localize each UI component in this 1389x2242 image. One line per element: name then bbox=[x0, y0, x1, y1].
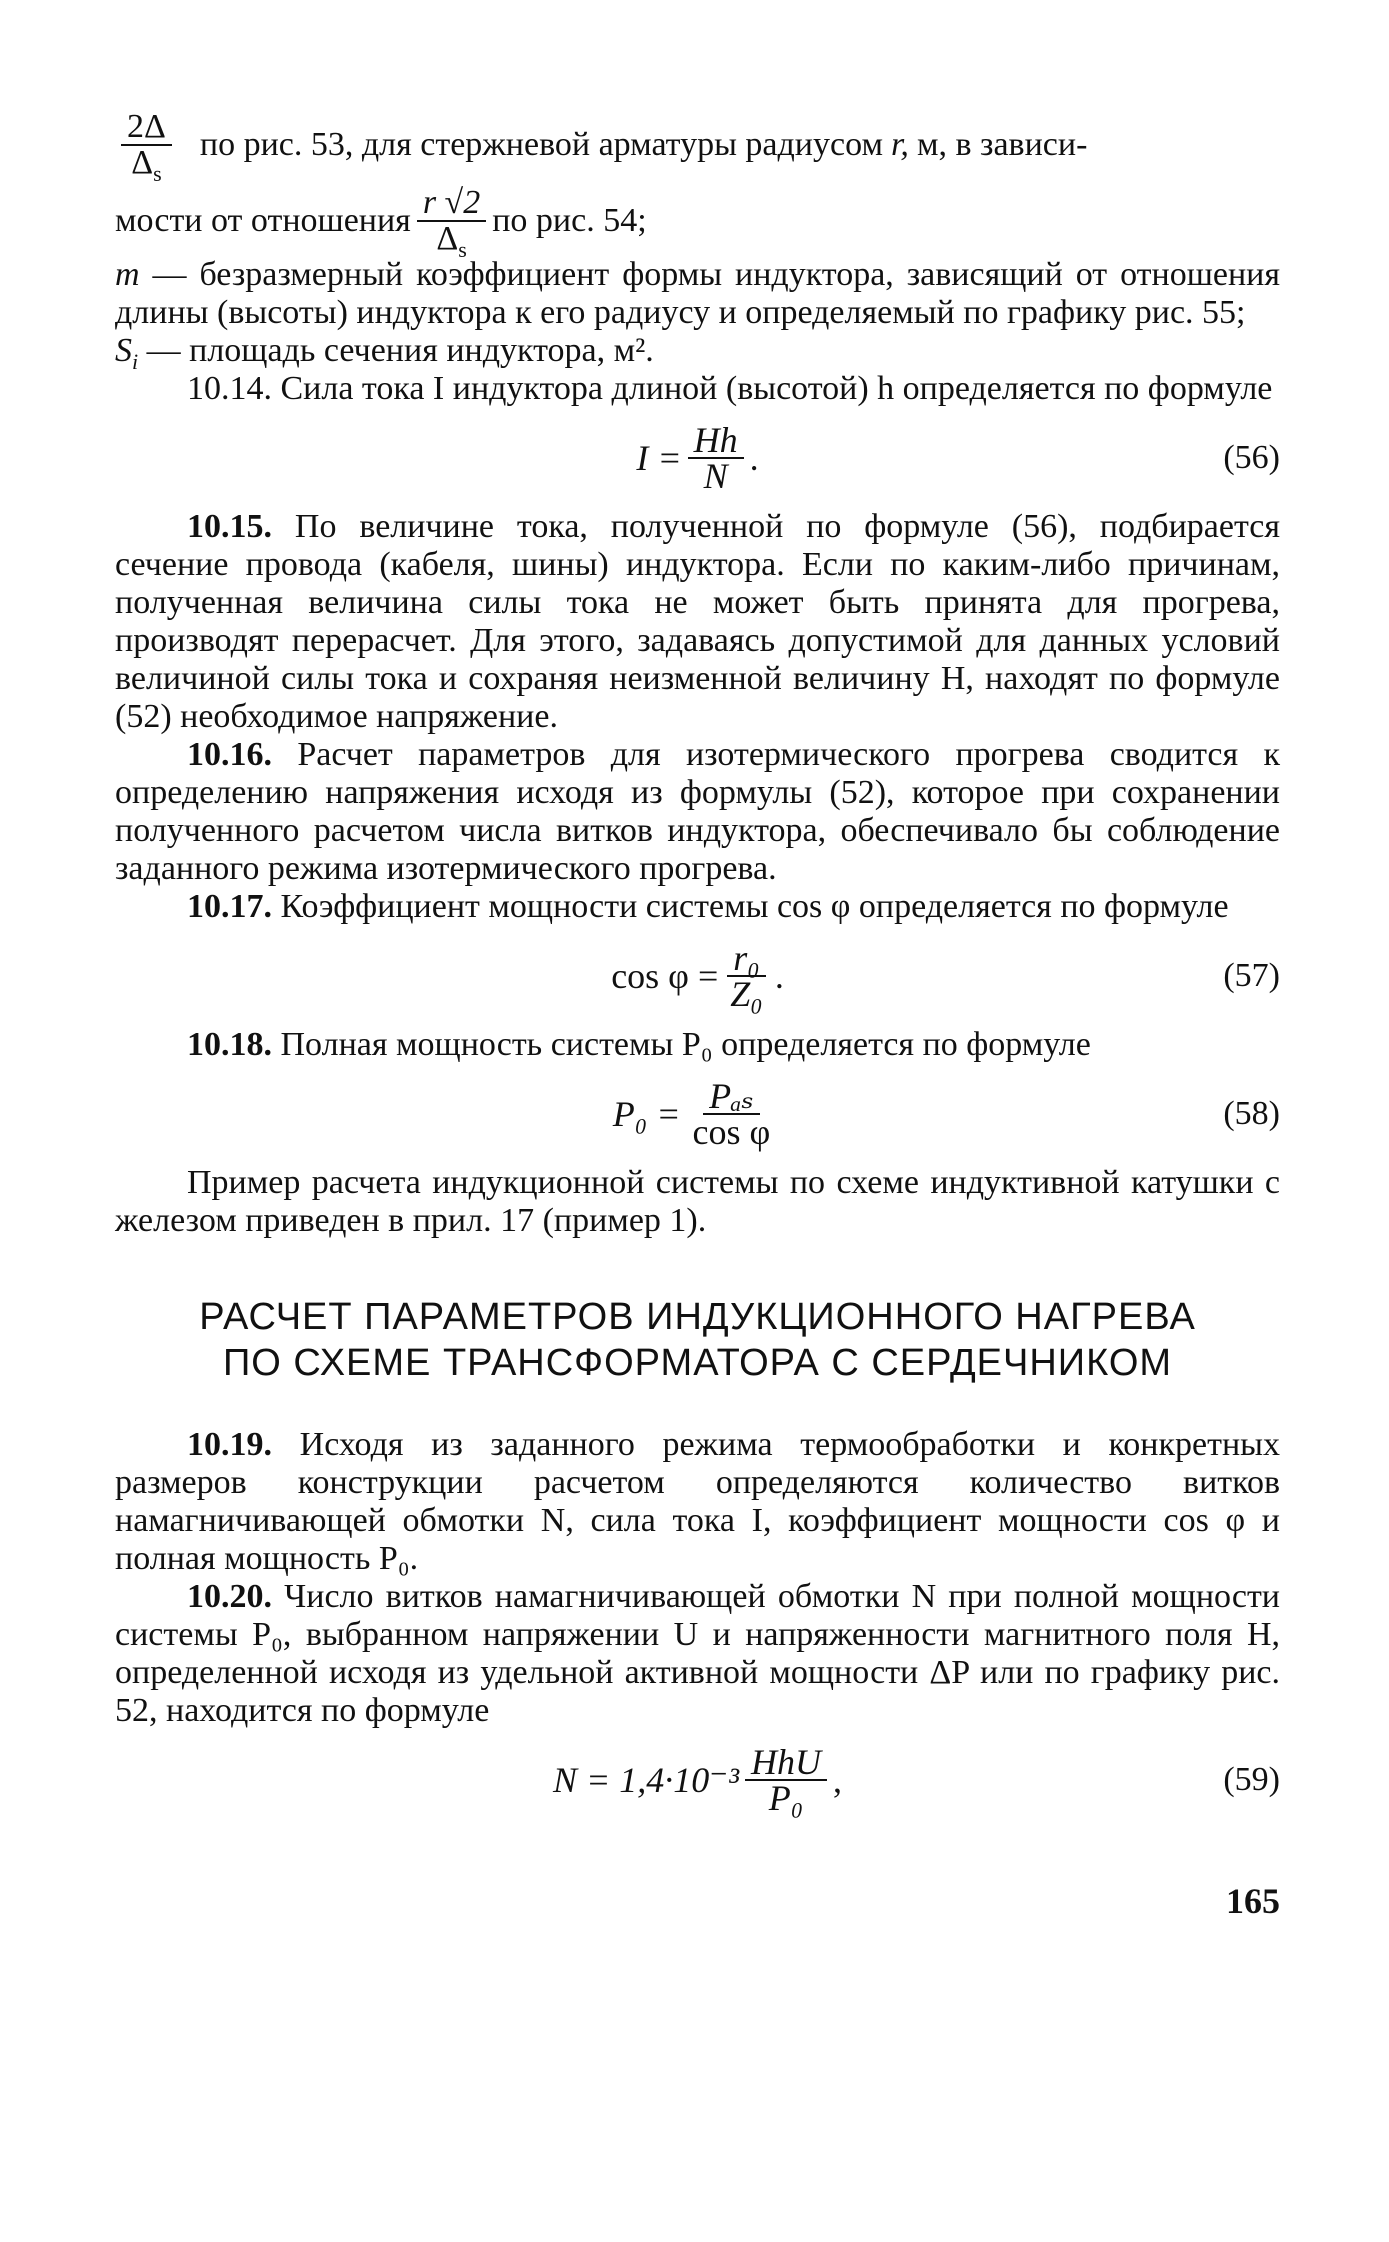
paragraph-10-16: 10.16. Расчет параметров для изотермического прогрева сводится к определению напряжения исходя из формулы (52), которое при сохранении полученного расчетом числа витков индуктора, обеспечивало бы соблюдение заданного режима изотермического прогрева. bbox=[115, 736, 1280, 887]
paragraph-10-18: 10.18. Полная мощность системы P₀ определяется по формуле bbox=[187, 1026, 1091, 1063]
equation-number: (58) bbox=[1223, 1095, 1280, 1132]
section-heading: РАСЧЕТ ПАРАМЕТРОВ ИНДУКЦИОННОГО НАГРЕВА ПО СХЕМЕ ТРАНСФОРМАТОРА С СЕРДЕЧНИКОМ bbox=[199, 1296, 1196, 1384]
paragraph-10-19: 10.19. Исходя из заданного режима термообработки и конкретных размеров конструкции расчетом определяются количество витков намагничивающей обмотки N, сила тока I, коэффициент мощности cos φ и полная мощность P₀. bbox=[115, 1426, 1281, 1577]
fraction-2delta-over-delta-s bbox=[121, 108, 172, 186]
line2-tail: по рис. 54; bbox=[492, 202, 647, 239]
formula-57: cos φ = $\frac{\text{r₀}}{\text{Z₀}}$ . (57) bbox=[611, 938, 1280, 1014]
equation-number: (56) bbox=[1223, 439, 1280, 476]
fraction-denominator: $\Delta_s$ bbox=[131, 144, 162, 186]
document-page bbox=[115, 108, 1281, 1921]
fraction-r-sqrt2-over-delta-s bbox=[417, 184, 486, 262]
line1-text: по рис. 53, для стержневой арматуры радиусом bbox=[199, 126, 883, 163]
definition-s: $S_i$ — площадь сечения индуктора, м². bbox=[115, 332, 654, 374]
paragraph-10-20: 10.20. Число витков намагничивающей обмотки N при полной мощности системы P₀, выбранном напряжении U и напряженности магнитного поля H, определенной исходя из удельной активной мощности ΔP или по графику рис. 52, находится по формуле bbox=[115, 1578, 1281, 1729]
equation-number: (59) bbox=[1223, 1761, 1280, 1798]
fraction-numerator: r √2 bbox=[417, 186, 486, 222]
fraction-denominator: $\Delta_s$ bbox=[436, 220, 467, 262]
formula-59: N = 1,4·10⁻³ $\frac{\text{HhU}}{\text{P₀}}$ , (59) bbox=[552, 1742, 1280, 1818]
fraction-numerator: 2Δ bbox=[121, 110, 172, 146]
paragraph-10-17: 10.17. Коэффициент мощности системы cos φ определяется по формуле bbox=[187, 888, 1229, 925]
line-fraction-ratio bbox=[115, 108, 1280, 186]
definition-m: m — безразмерный коэффициент формы индуктора, зависящий от отношения длины (высоты) индуктора к его радиусу и определяемый по графику рис. 55; bbox=[115, 256, 1281, 331]
equation-number: (57) bbox=[1223, 957, 1280, 994]
paragraph-10-14: 10.14. Сила тока I индуктора длиной (высотой) h определяется по формуле bbox=[187, 370, 1273, 407]
paragraph-example: Пример расчета индукционной системы по схеме индуктивной катушки с железом приведен в прил. 17 (пример 1). bbox=[115, 1164, 1280, 1239]
line2-head: мости от отношения bbox=[115, 202, 411, 239]
formula-58: P₀ = $\frac{\text{Pₐₛ}}{\text{cos φ}}$ (58) bbox=[612, 1076, 1280, 1152]
line1-tail: м, в зависи- bbox=[916, 126, 1088, 163]
page-number: 165 bbox=[1226, 1881, 1280, 1921]
formula-56: I = $\frac{Hh}{N}$ . (56) bbox=[636, 420, 1280, 496]
radius-symbol: r, bbox=[890, 126, 909, 163]
line-ratio-sqrt bbox=[115, 184, 1280, 262]
paragraph-10-15: 10.15. По величине тока, полученной по формуле (56), подбирается сечение провода (кабеля, шины) индуктора. Если по каким-либо причинам, полученная величина силы тока не может быть принята для прогрева, производят перерасчет. Для этого, задаваясь допустимой для данных условий величиной силы тока и сохраняя неизменной величину H, находят по формуле (52) необходимое напряжение. bbox=[115, 508, 1280, 735]
